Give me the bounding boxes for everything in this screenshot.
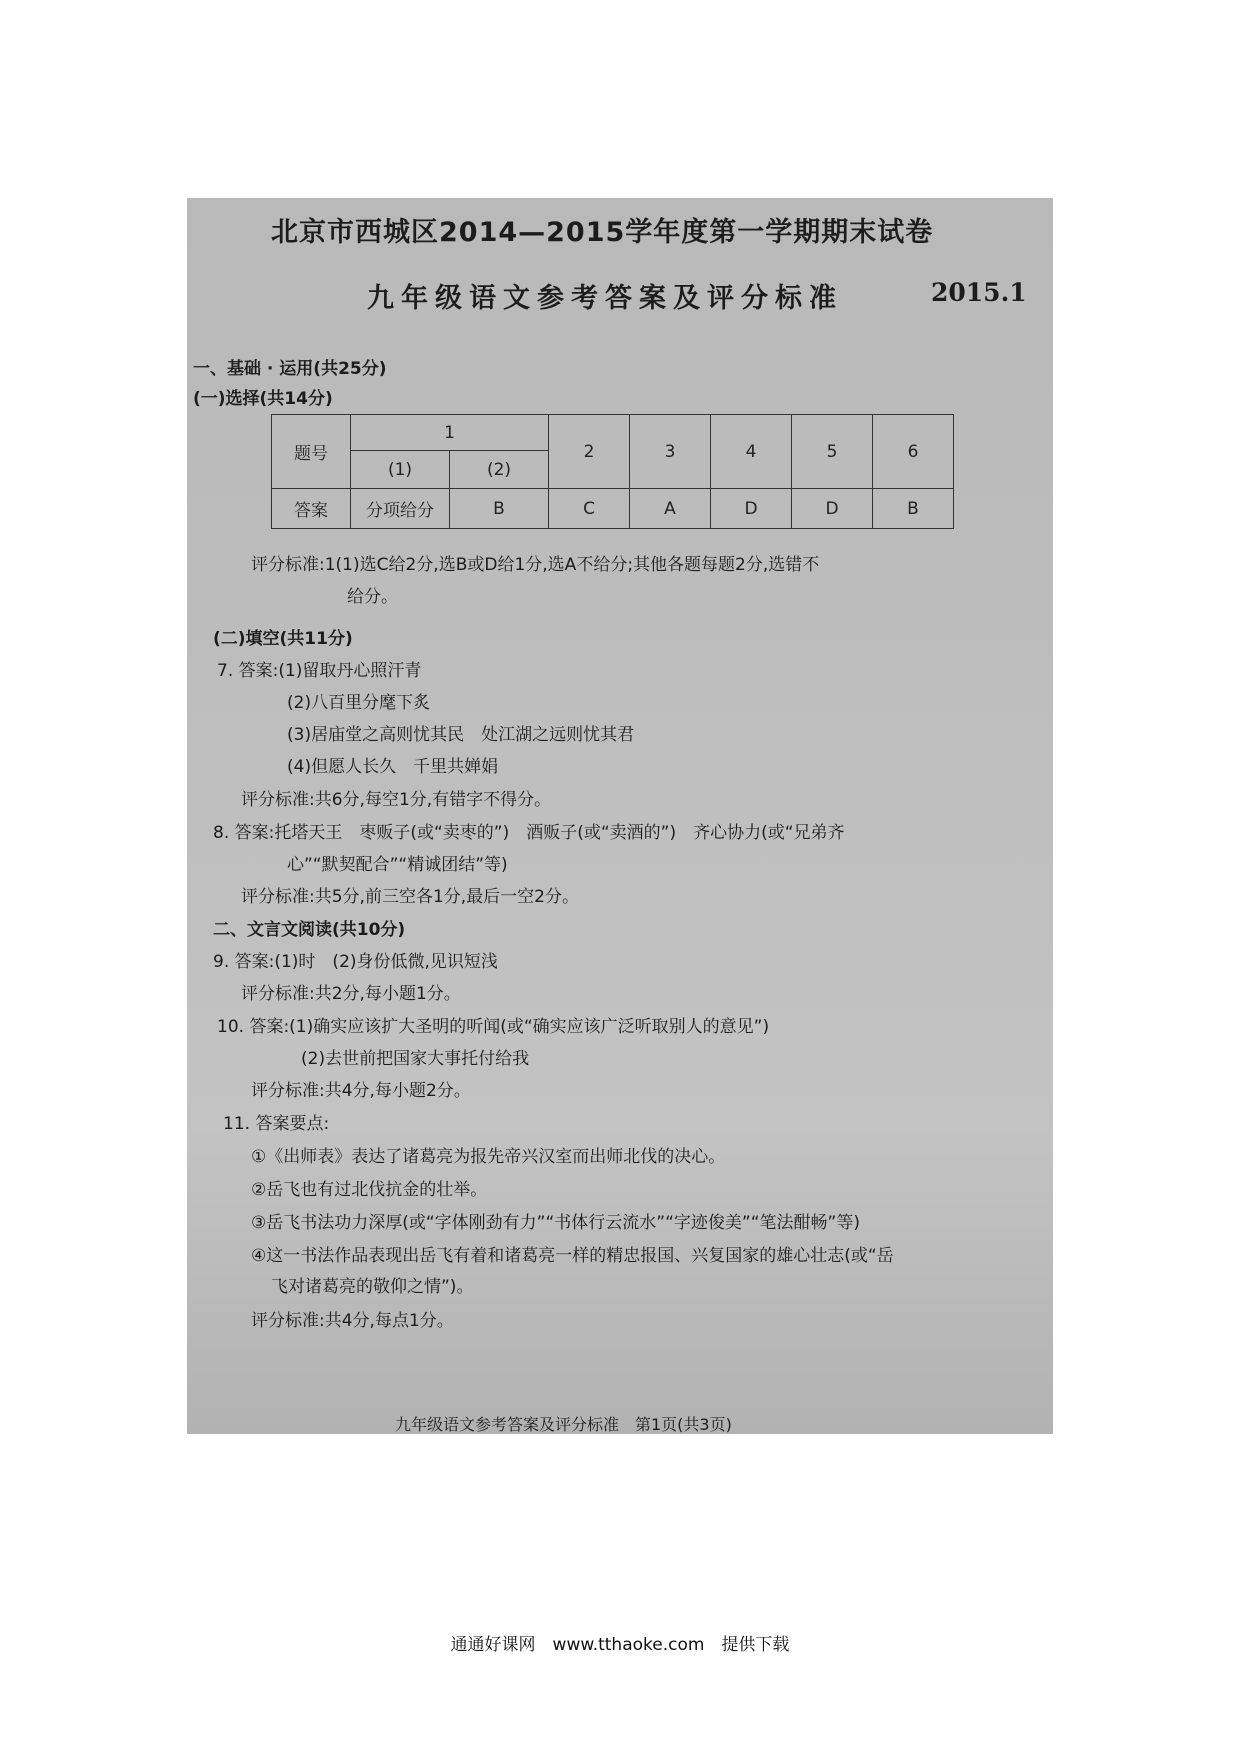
table-q4: 4 xyxy=(711,415,792,489)
q9-answer: 9. 答案:(1)时 (2)身份低微,见识短浅 xyxy=(213,952,498,972)
q11-heading: 11. 答案要点: xyxy=(223,1114,330,1134)
table-answer-2: C xyxy=(549,489,630,529)
q10-answer-line1: 10. 答案:(1)确实应该扩大圣明的听闻(或“确实应该广泛听取别人的意见”) xyxy=(217,1017,770,1037)
q11-point-2: ②岳飞也有过北伐抗金的壮举。 xyxy=(251,1180,488,1200)
q10-answer-line2: (2)去世前把国家大事托付给我 xyxy=(301,1049,530,1069)
page-footer: 九年级语文参考答案及评分标准 第1页(共3页) xyxy=(395,1415,732,1434)
exam-date: 2015.1 xyxy=(931,278,1027,307)
scanned-exam-photo xyxy=(187,198,1053,1434)
q11-scoring: 评分标准:共4分,每点1分。 xyxy=(251,1311,454,1331)
table-q2: 2 xyxy=(549,415,630,489)
table-answer-label: 答案 xyxy=(272,489,351,529)
table-answer-1b: B xyxy=(450,489,549,529)
q7-scoring: 评分标准:共6分,每空1分,有错字不得分。 xyxy=(241,790,552,810)
q11-point-1: ①《出师表》表达了诸葛亮为报先帝兴汉室而出师北伐的决心。 xyxy=(251,1147,726,1167)
q11-point-3: ③岳飞书法功力深厚(或“字体刚劲有力”“书体行云流水”“字迹俊美”“笔法酣畅”等) xyxy=(251,1213,860,1233)
table-q1: 1 xyxy=(351,415,549,451)
table-q3: 3 xyxy=(630,415,711,489)
table-answer-5: D xyxy=(792,489,873,529)
table-q1b: (2) xyxy=(450,451,549,489)
answer-table xyxy=(271,414,954,529)
table-answer-4: D xyxy=(711,489,792,529)
q7-answer-3: (3)居庙堂之高则忧其民 处江湖之远则忧其君 xyxy=(287,725,635,745)
table-q5: 5 xyxy=(792,415,873,489)
table-answer-1a: 分项给分 xyxy=(351,489,450,529)
section2-heading: 二、文言文阅读(共10分) xyxy=(213,920,406,940)
section1-heading: 一、基础 · 运用(共25分) xyxy=(193,359,387,379)
q8-answer-line2: 心”“默契配合”“精诚团结”等) xyxy=(287,855,508,875)
exam-title: 北京市西城区2014—2015学年度第一学期期末试卷 xyxy=(271,217,934,248)
table-header-label: 题号 xyxy=(272,415,351,489)
scoring-1-line1: 评分标准:1(1)选C给2分,选B或D给1分,选A不给分;其他各题每题2分,选错不 xyxy=(251,555,820,575)
table-q1a: (1) xyxy=(351,451,450,489)
q8-answer-line1: 8. 答案:托塔天王 枣贩子(或“卖枣的”) 酒贩子(或“卖酒的”) 齐心协力(或“兄弟齐 xyxy=(213,823,845,843)
q11-point-4: ④这一书法作品表现出岳飞有着和诸葛亮一样的精忠报国、兴复国家的雄心壮志(或“岳 xyxy=(251,1246,894,1266)
site-footer: 通通好课网 www.tthaoke.com 提供下载 xyxy=(450,1635,790,1655)
q7-answer-4: (4)但愿人长久 千里共婵娟 xyxy=(287,757,499,777)
table-q6: 6 xyxy=(873,415,954,489)
table-answer-6: B xyxy=(873,489,954,529)
table-answer-3: A xyxy=(630,489,711,529)
section1-sub2-heading: (二)填空(共11分) xyxy=(213,629,353,649)
section1-sub1-heading: (一)选择(共14分) xyxy=(193,389,333,409)
q7-answer-2: (2)八百里分麾下炙 xyxy=(287,693,431,713)
scoring-1-line2: 给分。 xyxy=(347,587,398,607)
answer-key-subtitle: 九年级语文参考答案及评分标准 xyxy=(367,283,843,314)
q9-scoring: 评分标准:共2分,每小题1分。 xyxy=(241,984,461,1004)
q8-scoring: 评分标准:共5分,前三空各1分,最后一空2分。 xyxy=(241,887,579,907)
q11-point-4-cont: 飞对诸葛亮的敬仰之情”)。 xyxy=(271,1277,474,1297)
q7-answer-1: 7. 答案:(1)留取丹心照汗青 xyxy=(217,661,422,681)
q10-scoring: 评分标准:共4分,每小题2分。 xyxy=(251,1081,471,1101)
